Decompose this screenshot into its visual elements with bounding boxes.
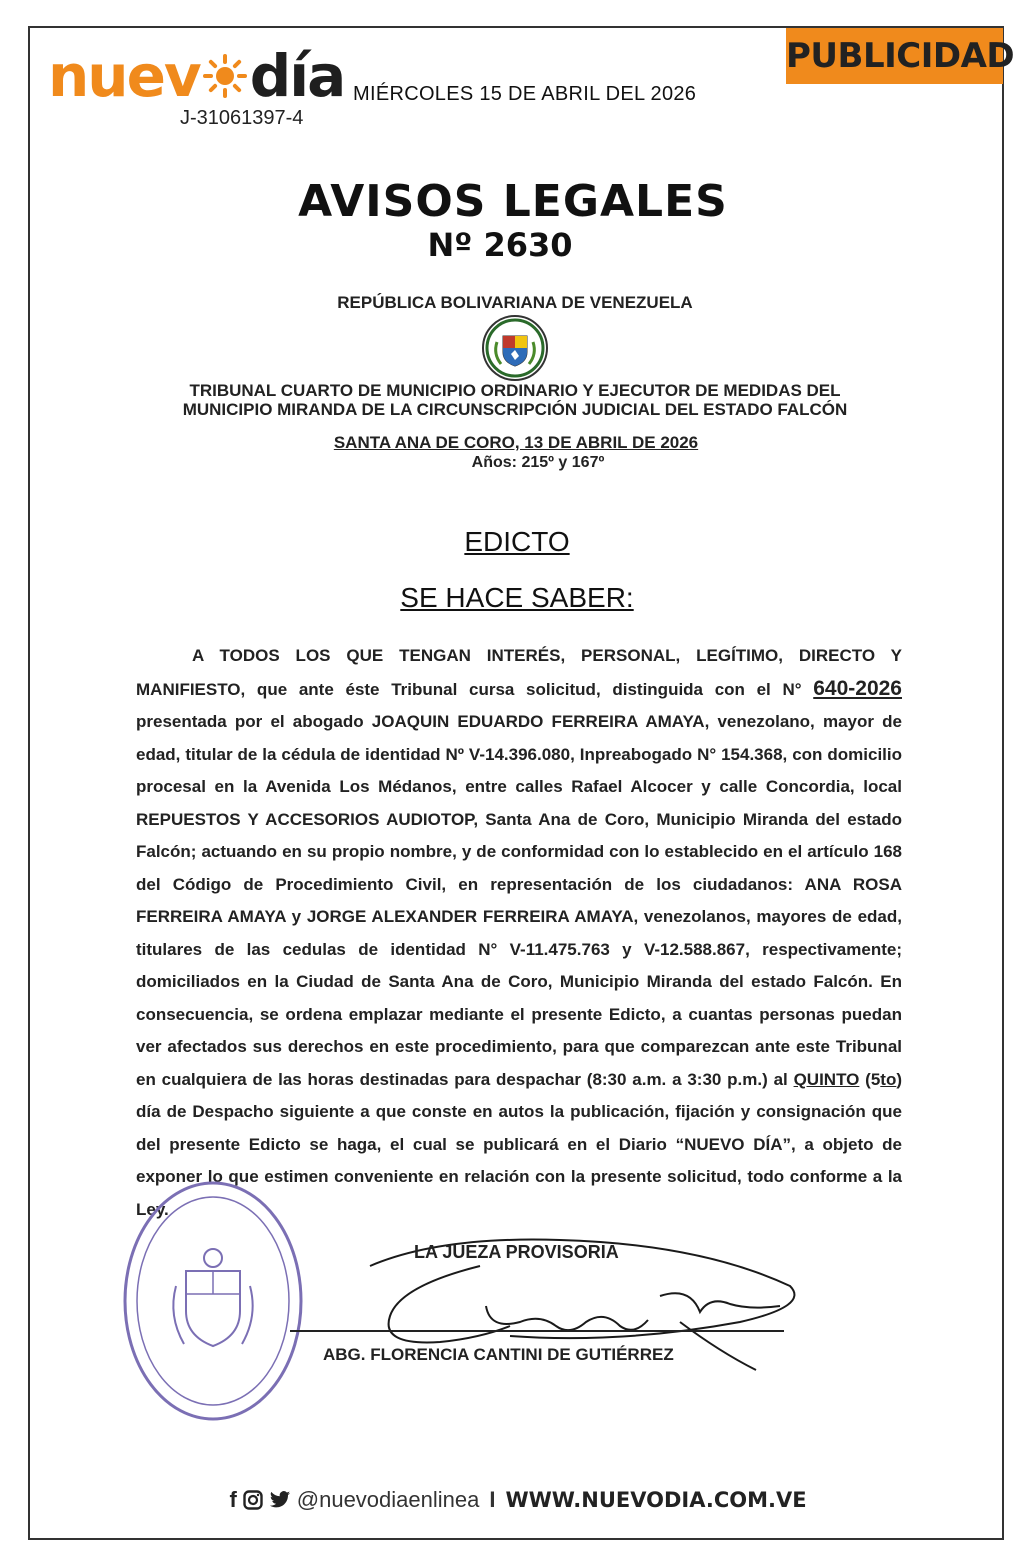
signature-line	[290, 1330, 784, 1332]
document-type: EDICTO	[464, 526, 570, 557]
case-number: 640-2026	[813, 676, 902, 700]
sun-icon	[202, 53, 248, 99]
coat-of-arms-icon	[481, 314, 549, 382]
court-seal-stamp	[118, 1176, 308, 1426]
signer-role: LA JUEZA PROVISORIA	[414, 1242, 619, 1262]
body-part1: A TODOS LOS QUE TENGAN INTERÉS, PERSONAL, LEGÍTIMO, DIRECTO Y MANIFIESTO, que ante éste Tribunal cursa solicitud, distinguida con el N°	[136, 646, 902, 699]
day-word: QUINTO	[793, 1069, 860, 1089]
notice-subtitle: SE HACE SABER:	[400, 582, 634, 613]
court-name-line1: TRIBUNAL CUARTO DE MUNICIPIO ORDINARIO Y EJECUTOR DE MEDIDAS DEL	[189, 381, 841, 400]
body-part2: presentada por el abogado JOAQUIN EDUARDO FERREIRA AMAYA, venezolano, mayor de edad, titular de la cédula de identidad Nº V-14.396.080, Inpreabogado N° 154.368, con domicilio procesal en la Avenida Los Médanos, entre calles Rafael Alcocer y calle Concordia, local REPUESTOS Y ACCESORIOS AUDIOTOP, Santa Ana de Coro, Municipio Miranda del estado Falcón; actuando en su propio nombre, y de conformidad con lo establecido en el artículo 168 del Código de Procedimiento Civil, en representación de los ciudadanos: ANA ROSA FERREIRA AMAYA y JORGE ALEXANDER FERREIRA AMAYA, venezolanos, mayores de edad, titulares de las cedulas de identidad N° V-11.475.763 y V-12.588.867, respectivamente; domiciliados en la Ciudad de Santa Ana de Coro, Municipio Miranda del estado Falcón. En consecuencia, se ordena emplazar mediante el presente Edicto, a cuantas personas puedan ver afectados sus derechos en este procedimiento, para que comparezcan ante este Tribunal en cualquiera de las horas destinadas para despachar (8:30 a.m. a 3:30 p.m.) al	[136, 712, 902, 1089]
website-link[interactable]: WWW.NUEVODIA.COM.VE	[505, 1488, 807, 1512]
signer-name: ABG. FLORENCIA CANTINI DE GUTIÉRREZ	[323, 1345, 674, 1364]
section-tag: PUBLICIDAD	[786, 28, 1003, 84]
day-open: (5	[859, 1069, 881, 1089]
court-name	[150, 381, 880, 419]
day-close: ) día	[136, 1069, 903, 1121]
notice-body	[136, 640, 902, 1226]
logo-text-dia: día	[249, 42, 345, 110]
body-part3: de Despacho siguiente a que conste en autos la publicación, fijación y consignación que del presente Edicto se haga, el cual se publicará en el Diario “NUEVO DÍA”, a objeto de exponer lo que estimen conveniente en relación con la presente solicitud, todo conforme a la Ley.	[136, 1102, 902, 1219]
facebook-icon[interactable]: f	[229, 1487, 237, 1512]
footer	[0, 1487, 1026, 1513]
page-title: AVISOS LEGALES	[298, 176, 728, 227]
notice-number: Nº 2630	[427, 226, 573, 264]
edition-date: MIÉRCOLES 15 DE ABRIL DEL 2026	[353, 83, 697, 105]
instagram-icon[interactable]	[243, 1490, 263, 1510]
day-suffix: to	[880, 1069, 897, 1089]
rif-number: J-31061397-4	[180, 107, 304, 129]
place-date: SANTA ANA DE CORO, 13 DE ABRIL DE 2026	[333, 433, 699, 452]
nuevo-dia-logo	[48, 42, 345, 110]
years: Años: 215º y 167º	[471, 454, 605, 471]
court-name-line2: MUNICIPIO MIRANDA DE LA CIRCUNSCRIPCIÓN JUDICIAL DEL ESTADO FALCÓN	[182, 400, 848, 419]
republic-name: REPÚBLICA BOLIVARIANA DE VENEZUELA	[337, 293, 693, 312]
twitter-icon[interactable]	[269, 1490, 291, 1510]
logo-text-nuevo: nuev	[48, 42, 200, 110]
social-handle[interactable]: @nuevodiaenlinea	[296, 1487, 480, 1512]
footer-separator: I	[489, 1487, 496, 1512]
